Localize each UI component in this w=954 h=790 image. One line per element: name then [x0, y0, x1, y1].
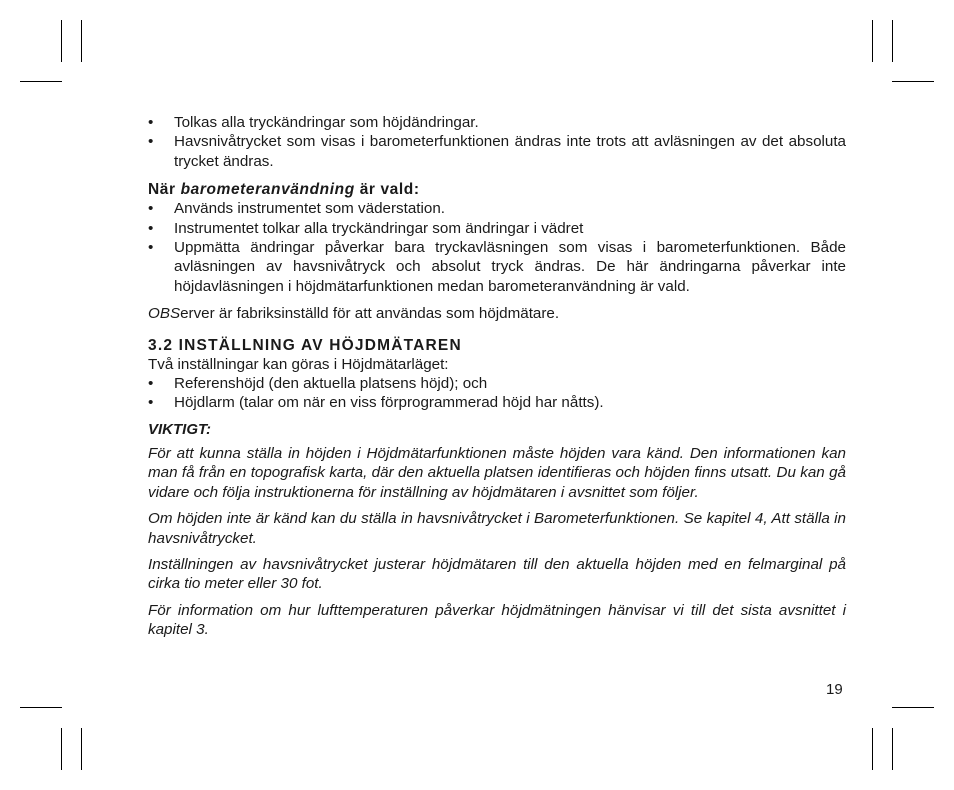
important-paragraph: Om höjden inte är känd kan du ställa in havsnivåtrycket i Barometerfunktionen. Se kapitel 4, Att ställa in havsnivåtrycket.: [148, 510, 846, 547]
bullet-icon: •: [148, 133, 154, 151]
bullet-icon: •: [148, 114, 154, 131]
important-paragraph: Inställningen av havsnivåtrycket justerar höjdmätaren till den aktuella höjden med en felmarginal på cirka tio meter eller 30 fot.: [148, 555, 846, 593]
crop-mark: [892, 728, 893, 770]
list-item: • Tolkas alla tryckändringar som höjdändringar.: [148, 114, 479, 131]
list-item: • Referenshöjd (den aktuella platsens höjd); och: [148, 375, 488, 393]
bullet-icon: •: [148, 219, 154, 237]
crop-mark: [20, 707, 62, 708]
barometer-use-heading: När barometeranvändning är vald:: [148, 181, 420, 199]
crop-mark: [892, 20, 893, 62]
page-number: 19: [826, 681, 843, 698]
important-paragraph: För att kunna ställa in höjden i Höjdmätarfunktionen måste höjden vara känd. Den informationen kan man få från en topografisk karta, där den aktuella platsen identifieras och höjden finns utsatt. Du kan gå vidare och följa instruktionerna för inställning av höjdmätaren i avsnittet som följer.: [148, 444, 846, 501]
barometer-bullet-list: [148, 199, 846, 296]
crop-mark: [872, 20, 873, 62]
page-content: [148, 113, 846, 640]
bullet-icon: •: [148, 375, 154, 393]
intro-bullet-list: [148, 113, 846, 171]
list-item: • Instrumentet tolkar alla tryckändringar som ändringar i vädret: [148, 219, 584, 237]
list-item: • Höjdlarm (talar om när en viss förprogrammerad höjd har nåtts).: [148, 394, 604, 412]
altimeter-bullet-list: [148, 374, 846, 413]
list-item: • Används instrumentet som väderstation.: [148, 200, 445, 218]
important-label: VIKTIGT:: [148, 420, 212, 438]
list-item: • Havsnivåtrycket som visas i barometerfunktionen ändras inte trots att avläsningen av det absoluta trycket ändras.: [148, 133, 846, 170]
crop-mark: [81, 728, 82, 770]
crop-mark: [81, 20, 82, 62]
crop-mark: [20, 81, 62, 82]
bullet-icon: •: [148, 200, 154, 218]
obs-note: OBServer är fabriksinställd för att användas som höjdmätare.: [148, 305, 560, 323]
bullet-icon: •: [148, 239, 154, 257]
crop-mark: [892, 81, 934, 82]
section-intro: Två inställningar kan göras i Höjdmätarläget:: [148, 355, 449, 373]
crop-mark: [872, 728, 873, 770]
section-title: 3.2 INSTÄLLNING AV HÖJDMÄTAREN: [148, 336, 462, 354]
crop-mark: [892, 707, 934, 708]
crop-mark: [61, 20, 62, 62]
bullet-icon: •: [148, 394, 154, 412]
crop-mark: [61, 728, 62, 770]
list-item: • Uppmätta ändringar påverkar bara tryckavläsningen som visas i barometerfunktionen. Både avläsningen av havsnivåtryck och absolut tryck ändras. De här ändringarna påverkar inte höjdavläsningen i höjdmätarfunktionen medan barometeranvändning är vald.: [148, 239, 846, 295]
important-paragraph: För information om hur lufttemperaturen påverkar höjdmätningen hänvisar vi till det sista avsnittet i kapitel 3.: [148, 601, 846, 639]
